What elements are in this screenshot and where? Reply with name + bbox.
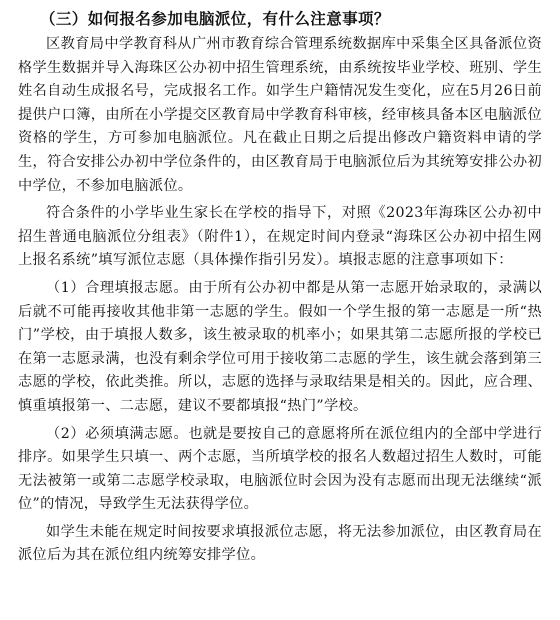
paragraph-late-applicants: 如学生未能在规定时间按要求填报派位志愿，将无法参加派位，由区教育局在派位后为其在派位组内统筹安排学位。	[18, 523, 542, 564]
section-heading: （三）如何报名参加电脑派位，有什么注意事项？	[40, 9, 390, 28]
item-body-reasonable-choice: 由于所有公办初中都是从第一志愿开始录取的，录满以后就不可能再接收其他非第一志愿的学生。假如一个学生报的第一志愿是一所“热门”学校，由于填报人数多，该生被录取的机率小；如果其第二志愿所报的学校已在第一志愿录满，也没有剩余学位可用于接收第二志愿的学生，该生就会落到第三志愿的学校，依此类推。所以，志愿的选择与录取结果是相关的。因此，应合理、慎重填报第一、二志愿，建议不要都填报“热门”学校。	[18, 279, 543, 414]
item-title-fill-all-choices: （2）必须填满志愿。	[46, 425, 189, 442]
list-item-fill-all-choices	[18, 423, 542, 517]
item-body-fill-all-choices: 也就是要按自己的意愿将所在派位组内的全部中学进行排序。如果学生只填一、两个志愿，当所填学校的报名人数超过招生人数时，可能无法被第一或第二志愿学校录取，电脑派位时会因为没有志愿而出现无法继续“派位”的情况，导致学生无法获得学位。	[18, 425, 543, 513]
list-item-reasonable-choice	[18, 277, 542, 419]
item-title-reasonable-choice: （1）合理填报志愿。	[46, 279, 189, 296]
paragraph-registration: 区教育局中学教育科从广州市教育综合管理系统数据库中采集全区具备派位资格学生数据并导入海珠区公办初中招生管理系统，由系统按毕业学校、班别、学生姓名自动生成报名号，完成报名工作。如学生户籍情况发生变化，应在5月26日前提供户口簿，由所在小学提交区教育局中学教育科审核，经审核具备本区电脑派位资格的学生，方可参加电脑派位。凡在截止日期之后提出修改户籍资料申请的学生，符合安排公办初中学位条件的，由区教育局于电脑派位后为其统筹安排公办初中学位，不参加电脑派位。	[18, 36, 542, 194]
paragraph-application-instructions: 符合条件的小学毕业生家长在学校的指导下，对照《2023年海珠区公办初中招生普通电脑派位分组表》（附件1），在规定时间内登录“海珠区公办初中招生网上报名系统”填写派位志愿（具体操作指引另发）。填报志愿的注意事项如下：	[18, 205, 542, 269]
